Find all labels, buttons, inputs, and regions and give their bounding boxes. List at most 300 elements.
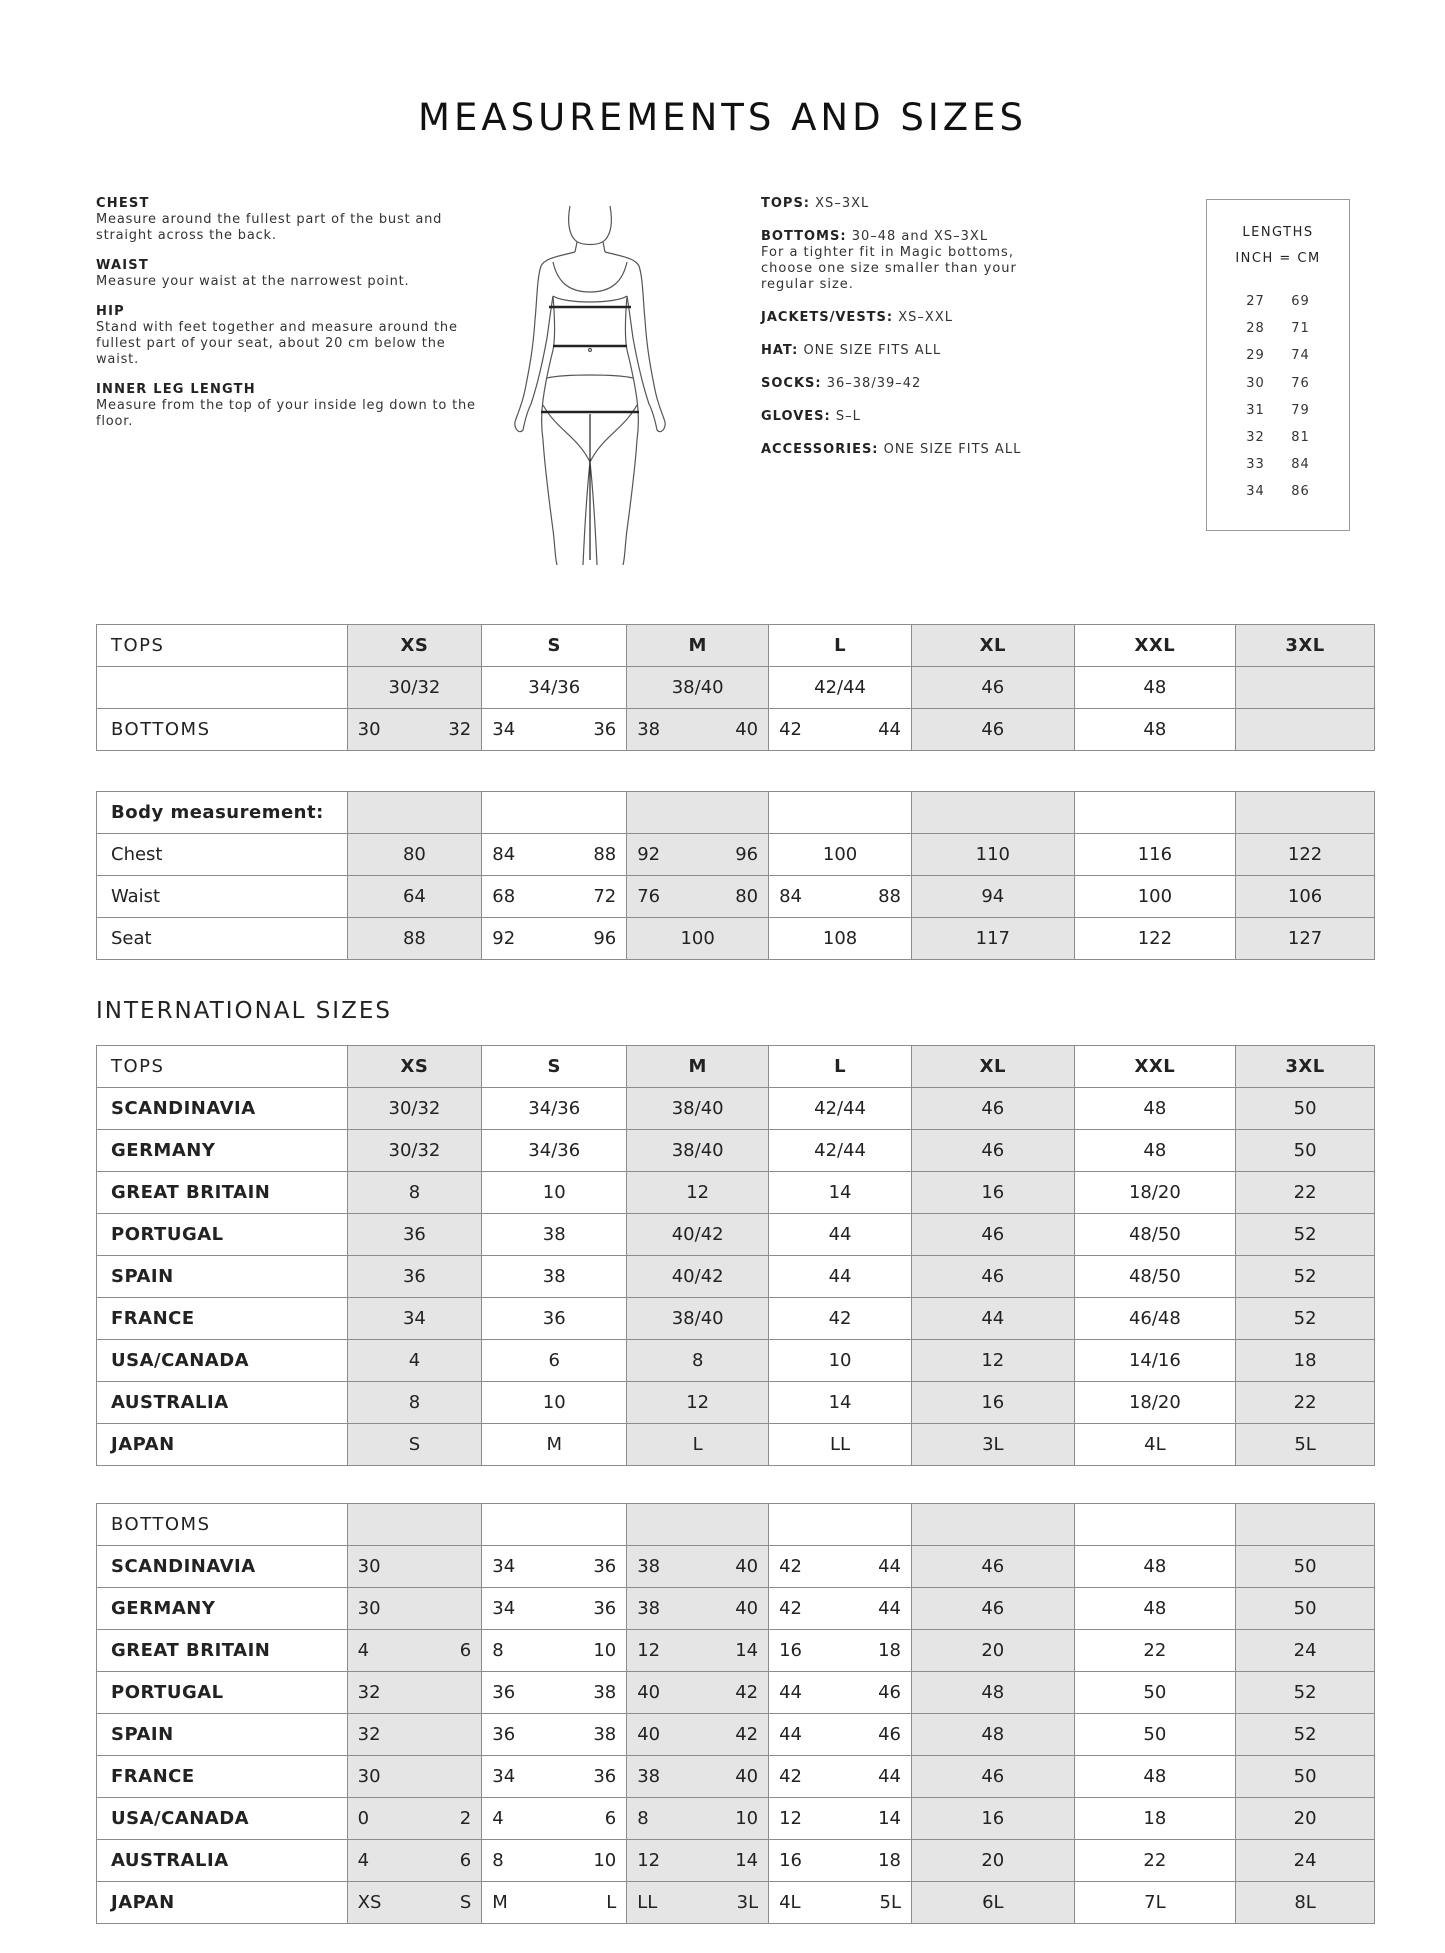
range-high: 88 xyxy=(878,886,902,907)
size-cell xyxy=(347,1672,482,1714)
size-range-label: GLOVES: xyxy=(761,409,831,424)
range-low: 12 xyxy=(637,1850,661,1871)
size-cell xyxy=(347,1714,482,1756)
size-range-value: ONE SIZE FITS ALL xyxy=(803,343,942,358)
size-cell: 44 xyxy=(769,1256,912,1298)
cell-range xyxy=(779,1556,901,1577)
size-cell: 8 xyxy=(347,1172,482,1214)
length-inch: 30 xyxy=(1246,375,1265,391)
range-high: 96 xyxy=(593,928,617,949)
range-low: 42 xyxy=(779,1598,803,1619)
size-cell: 6L xyxy=(912,1882,1075,1924)
range-low: 76 xyxy=(637,886,661,907)
size-cell: 8L xyxy=(1236,1882,1375,1924)
country-label: FRANCE xyxy=(97,1756,348,1798)
size-cell xyxy=(627,1714,769,1756)
cell-range xyxy=(492,1598,616,1619)
range-high: 10 xyxy=(593,1850,617,1871)
range-high: 36 xyxy=(593,719,617,740)
range-high: 2 xyxy=(459,1808,472,1829)
size-cell: 46 xyxy=(912,1546,1075,1588)
range-high: 72 xyxy=(593,886,617,907)
lengths-row xyxy=(1207,342,1349,369)
country-label: SCANDINAVIA xyxy=(97,1088,348,1130)
range-low: 36 xyxy=(492,1682,516,1703)
size-cell: 34 xyxy=(347,1298,482,1340)
range-low: 12 xyxy=(779,1808,803,1829)
range-high: 6 xyxy=(459,1850,472,1871)
size-cell: 14 xyxy=(769,1382,912,1424)
size-cell: 14/16 xyxy=(1074,1340,1236,1382)
cell-range xyxy=(779,1850,901,1871)
range-high: 44 xyxy=(878,1598,902,1619)
size-cell: 38/40 xyxy=(627,1130,769,1172)
length-inch: 34 xyxy=(1246,484,1265,500)
cell-range xyxy=(492,886,616,907)
empty-cell xyxy=(1236,1504,1375,1546)
range-high: 36 xyxy=(593,1598,617,1619)
row-label: Seat xyxy=(97,918,348,960)
cell-range xyxy=(779,886,901,907)
range-high: 10 xyxy=(735,1808,759,1829)
size-cell: 6 xyxy=(482,1340,627,1382)
lengths-row xyxy=(1207,424,1349,451)
range-high: 40 xyxy=(735,719,759,740)
measurement-cell: 80 xyxy=(347,834,482,876)
size-cell: 46 xyxy=(912,1588,1075,1630)
range-low: 84 xyxy=(492,844,516,865)
size-cell: LL xyxy=(769,1424,912,1466)
length-cm: 81 xyxy=(1291,430,1310,446)
empty-cell xyxy=(769,1504,912,1546)
size-cell: 24 xyxy=(1236,1630,1375,1672)
size-cell: 12 xyxy=(912,1340,1075,1382)
size-cell: 34/36 xyxy=(482,1088,627,1130)
range-high: L xyxy=(606,1892,617,1913)
size-cell: 16 xyxy=(912,1172,1075,1214)
size-range-label: HAT: xyxy=(761,343,799,358)
size-cell: 48 xyxy=(1074,1546,1236,1588)
cell-range xyxy=(358,1640,472,1661)
empty-cell xyxy=(347,792,482,834)
size-range-value: 30–48 and XS–3XL xyxy=(851,229,989,244)
length-cm: 76 xyxy=(1291,375,1310,391)
size-cell: 48/50 xyxy=(1074,1256,1236,1298)
size-header: 3XL xyxy=(1236,1046,1375,1088)
size-cell: 10 xyxy=(482,1382,627,1424)
range-low: 92 xyxy=(637,844,661,865)
size-cell: 22 xyxy=(1074,1630,1236,1672)
measure-note xyxy=(96,258,486,290)
length-inch: 32 xyxy=(1246,430,1265,446)
size-cell: 10 xyxy=(769,1340,912,1382)
size-cell xyxy=(482,1588,627,1630)
size-header: L xyxy=(769,625,912,667)
row-label: Body measurement: xyxy=(97,792,348,834)
size-cell xyxy=(347,1630,482,1672)
size-cell: 16 xyxy=(912,1382,1075,1424)
empty-cell xyxy=(627,792,769,834)
size-cell xyxy=(627,1546,769,1588)
size-range-item xyxy=(761,343,1061,359)
size-cell: 46 xyxy=(912,1130,1075,1172)
size-header: M xyxy=(627,1046,769,1088)
size-cell: 48 xyxy=(1074,667,1236,709)
length-cm: 79 xyxy=(1291,402,1310,418)
size-range-item xyxy=(761,376,1061,392)
size-cell: 20 xyxy=(912,1630,1075,1672)
size-range-label: BOTTOMS: xyxy=(761,229,847,244)
range-high: 46 xyxy=(878,1724,902,1745)
size-cell: 30/32 xyxy=(347,667,482,709)
range-high: 6 xyxy=(459,1640,472,1661)
range-low: 42 xyxy=(779,1556,803,1577)
range-low: 84 xyxy=(779,886,803,907)
size-cell xyxy=(347,1588,482,1630)
size-range-item xyxy=(761,229,1061,293)
size-cell xyxy=(347,709,482,751)
size-cell: 38/40 xyxy=(627,667,769,709)
cell-range xyxy=(637,1556,758,1577)
measurement-cell: 122 xyxy=(1236,834,1375,876)
size-cell: 12 xyxy=(627,1172,769,1214)
size-cell: 46 xyxy=(912,709,1075,751)
size-cell: 30/32 xyxy=(347,1088,482,1130)
size-cell: 30/32 xyxy=(347,1130,482,1172)
lengths-row xyxy=(1207,397,1349,424)
range-low: 40 xyxy=(637,1724,661,1745)
size-cell: 18 xyxy=(1074,1798,1236,1840)
range-high: 96 xyxy=(735,844,759,865)
lengths-subtitle: INCH = CM xyxy=(1235,251,1321,266)
size-range-label: SOCKS: xyxy=(761,376,822,391)
size-cell: 10 xyxy=(482,1172,627,1214)
size-cell xyxy=(347,1546,482,1588)
size-cell: 14 xyxy=(769,1172,912,1214)
lengths-row xyxy=(1207,288,1349,315)
size-cell: 48 xyxy=(1074,1588,1236,1630)
size-range-item xyxy=(761,196,1061,212)
size-cell xyxy=(769,1714,912,1756)
country-label: SPAIN xyxy=(97,1714,348,1756)
size-cell xyxy=(627,709,769,751)
range-high: 18 xyxy=(878,1850,902,1871)
measurement-instructions xyxy=(96,196,486,444)
size-cell: 44 xyxy=(912,1298,1075,1340)
empty-cell xyxy=(912,1504,1075,1546)
range-low: 38 xyxy=(637,1556,661,1577)
size-cell xyxy=(347,1840,482,1882)
range-low: 34 xyxy=(492,1766,516,1787)
size-cell: 46/48 xyxy=(1074,1298,1236,1340)
cell-range xyxy=(358,1766,472,1787)
range-high: 40 xyxy=(735,1598,759,1619)
cell-range xyxy=(358,1850,472,1871)
range-low: 4 xyxy=(357,1640,370,1661)
size-range-label: TOPS: xyxy=(761,196,811,211)
size-header: XL xyxy=(912,1046,1075,1088)
measure-note xyxy=(96,196,486,244)
size-header: L xyxy=(769,1046,912,1088)
measurement-cell: 94 xyxy=(912,876,1075,918)
measurement-cell xyxy=(627,876,769,918)
length-inch: 33 xyxy=(1246,457,1265,473)
range-low: 44 xyxy=(779,1682,803,1703)
range-low: 38 xyxy=(637,1598,661,1619)
size-cell: 18/20 xyxy=(1074,1382,1236,1424)
size-cell: S xyxy=(347,1424,482,1466)
size-header: XS xyxy=(347,625,482,667)
row-label: TOPS xyxy=(97,625,348,667)
country-label: PORTUGAL xyxy=(97,1214,348,1256)
size-cell: 48/50 xyxy=(1074,1214,1236,1256)
row-label: TOPS xyxy=(97,1046,348,1088)
size-cell: 50 xyxy=(1236,1088,1375,1130)
range-low: 0 xyxy=(357,1808,370,1829)
lengths-rows xyxy=(1207,288,1349,506)
range-low: 4L xyxy=(779,1892,801,1913)
size-cell: 7L xyxy=(1074,1882,1236,1924)
size-header: S xyxy=(482,1046,627,1088)
size-cell: 52 xyxy=(1236,1256,1375,1298)
country-label: JAPAN xyxy=(97,1882,348,1924)
size-cell: 36 xyxy=(482,1298,627,1340)
cell-range xyxy=(637,1808,758,1829)
range-high: 32 xyxy=(448,719,472,740)
size-cell: 8 xyxy=(627,1340,769,1382)
measure-note xyxy=(96,304,486,368)
cell-range xyxy=(492,1850,616,1871)
cell-range xyxy=(779,1808,901,1829)
range-low: 30 xyxy=(357,719,381,740)
size-cell: 38/40 xyxy=(627,1298,769,1340)
range-high: 3L xyxy=(736,1892,759,1913)
measurement-cell: 108 xyxy=(769,918,912,960)
cell-range xyxy=(637,1892,758,1913)
lengths-row xyxy=(1207,451,1349,478)
international-bottoms-table xyxy=(96,1503,1375,1924)
measurement-cell xyxy=(627,834,769,876)
country-label: AUSTRALIA xyxy=(97,1840,348,1882)
empty-cell xyxy=(912,792,1075,834)
size-cell: 20 xyxy=(912,1840,1075,1882)
measure-note-text: Measure around the fullest part of the bust and straight across the back. xyxy=(96,212,443,243)
cell-range xyxy=(358,1682,472,1703)
size-cell xyxy=(769,1882,912,1924)
range-high: 80 xyxy=(735,886,759,907)
range-high: 40 xyxy=(735,1556,759,1577)
range-low: 38 xyxy=(637,1766,661,1787)
length-inch: 27 xyxy=(1246,294,1265,309)
country-label: GREAT BRITAIN xyxy=(97,1172,348,1214)
range-low: XS xyxy=(357,1892,382,1913)
measure-note xyxy=(96,382,486,430)
size-cell xyxy=(482,709,627,751)
size-cell: 42/44 xyxy=(769,667,912,709)
size-cell xyxy=(347,1882,482,1924)
range-low: 32 xyxy=(357,1682,381,1703)
size-cell xyxy=(482,1630,627,1672)
size-cell xyxy=(769,1798,912,1840)
range-low: 8 xyxy=(492,1850,504,1871)
size-cell xyxy=(1236,667,1375,709)
row-label: BOTTOMS xyxy=(97,709,348,751)
size-cell: 5L xyxy=(1236,1424,1375,1466)
size-cell: 4L xyxy=(1074,1424,1236,1466)
measurement-cell: 100 xyxy=(769,834,912,876)
size-cell: 38/40 xyxy=(627,1088,769,1130)
size-cell: 50 xyxy=(1236,1130,1375,1172)
size-cell: 24 xyxy=(1236,1840,1375,1882)
size-cell xyxy=(627,1672,769,1714)
measurement-cell: 117 xyxy=(912,918,1075,960)
size-cell: 22 xyxy=(1236,1382,1375,1424)
cell-range xyxy=(492,1808,616,1829)
cell-range xyxy=(637,1598,758,1619)
range-high: 38 xyxy=(593,1682,617,1703)
measurement-cell xyxy=(482,834,627,876)
range-low: 30 xyxy=(357,1766,381,1787)
lengths-row xyxy=(1207,370,1349,397)
size-cell: 50 xyxy=(1074,1672,1236,1714)
size-header: S xyxy=(482,625,627,667)
size-cell: 42/44 xyxy=(769,1130,912,1172)
size-header: M xyxy=(627,625,769,667)
size-cell: 52 xyxy=(1236,1672,1375,1714)
size-cell: 50 xyxy=(1074,1714,1236,1756)
range-high: 5L xyxy=(879,1892,902,1913)
cell-range xyxy=(492,1724,616,1745)
range-low: 4 xyxy=(492,1808,504,1829)
size-cell: 34/36 xyxy=(482,1130,627,1172)
size-cell: 46 xyxy=(912,1256,1075,1298)
empty-cell xyxy=(627,1504,769,1546)
size-header: XXL xyxy=(1074,1046,1236,1088)
size-cell xyxy=(482,1798,627,1840)
size-cell: 48 xyxy=(1074,1756,1236,1798)
size-cell: 4 xyxy=(347,1340,482,1382)
size-cell xyxy=(769,1546,912,1588)
country-label: USA/CANADA xyxy=(97,1340,348,1382)
cell-range xyxy=(492,928,616,949)
cell-range xyxy=(779,1724,901,1745)
size-cell: 50 xyxy=(1236,1588,1375,1630)
size-cell xyxy=(769,1672,912,1714)
size-cell xyxy=(482,1840,627,1882)
measure-note-text: Measure from the top of your inside leg down to the floor. xyxy=(96,398,476,429)
measurement-cell: 110 xyxy=(912,834,1075,876)
size-cell xyxy=(769,1756,912,1798)
body-figure-icon xyxy=(495,200,685,565)
size-header: XXL xyxy=(1074,625,1236,667)
length-cm: 84 xyxy=(1291,457,1310,473)
range-low: 34 xyxy=(492,1556,516,1577)
measure-note-title: CHEST xyxy=(96,196,150,211)
country-label: GERMANY xyxy=(97,1130,348,1172)
lengths-conversion-box xyxy=(1206,199,1350,531)
range-low: 92 xyxy=(492,928,516,949)
international-tops-table xyxy=(96,1045,1375,1466)
cell-range xyxy=(779,1598,901,1619)
range-high: 18 xyxy=(878,1640,902,1661)
range-high: 42 xyxy=(735,1724,759,1745)
range-high: 36 xyxy=(593,1556,617,1577)
range-high: 40 xyxy=(735,1766,759,1787)
size-cell: 48 xyxy=(1074,1088,1236,1130)
range-high: 38 xyxy=(593,1724,617,1745)
range-low: 40 xyxy=(637,1682,661,1703)
cell-range xyxy=(637,1724,758,1745)
size-cell: 50 xyxy=(1236,1756,1375,1798)
size-range-item xyxy=(761,310,1061,326)
range-low: LL xyxy=(637,1892,658,1913)
body-measurement-table xyxy=(96,791,1375,960)
size-cell: 34/36 xyxy=(482,667,627,709)
size-cell: 36 xyxy=(347,1214,482,1256)
cell-range xyxy=(637,844,758,865)
cell-range xyxy=(492,1556,616,1577)
cell-range xyxy=(637,886,758,907)
size-cell xyxy=(627,1798,769,1840)
size-cell: 48 xyxy=(912,1672,1075,1714)
size-cell xyxy=(482,1756,627,1798)
measurement-cell: 100 xyxy=(1074,876,1236,918)
size-cell xyxy=(627,1882,769,1924)
cell-range xyxy=(637,719,758,740)
measure-note-title: WAIST xyxy=(96,258,149,273)
size-cell: 42 xyxy=(769,1298,912,1340)
size-header: XS xyxy=(347,1046,482,1088)
cell-range xyxy=(492,1766,616,1787)
size-cell: 48 xyxy=(912,1714,1075,1756)
cell-range xyxy=(779,1640,901,1661)
measure-note-text: Measure your waist at the narrowest point. xyxy=(96,274,410,289)
range-high: 42 xyxy=(735,1682,759,1703)
empty-cell xyxy=(482,792,627,834)
cell-range xyxy=(358,1598,472,1619)
size-cell: 38 xyxy=(482,1256,627,1298)
range-low: 30 xyxy=(357,1598,381,1619)
size-cell xyxy=(769,709,912,751)
measurement-cell xyxy=(482,918,627,960)
cell-range xyxy=(779,1892,901,1913)
size-cell xyxy=(627,1630,769,1672)
country-label: JAPAN xyxy=(97,1424,348,1466)
row-label: Chest xyxy=(97,834,348,876)
size-cell: 22 xyxy=(1074,1840,1236,1882)
row-label xyxy=(97,667,348,709)
size-cell: 40/42 xyxy=(627,1256,769,1298)
measurement-cell xyxy=(482,876,627,918)
cell-range xyxy=(637,1850,758,1871)
range-high: 44 xyxy=(878,1556,902,1577)
range-high: 14 xyxy=(878,1808,902,1829)
cell-range xyxy=(779,1766,901,1787)
size-cell xyxy=(482,1672,627,1714)
size-cell xyxy=(347,1798,482,1840)
range-low: 36 xyxy=(492,1724,516,1745)
measurement-cell: 106 xyxy=(1236,876,1375,918)
country-label: USA/CANADA xyxy=(97,1798,348,1840)
measurement-cell: 127 xyxy=(1236,918,1375,960)
range-low: 42 xyxy=(779,1766,803,1787)
lengths-row xyxy=(1207,315,1349,342)
measurement-cell: 116 xyxy=(1074,834,1236,876)
size-cell: 48 xyxy=(1074,709,1236,751)
length-inch: 31 xyxy=(1246,402,1265,418)
cell-range xyxy=(358,719,472,740)
range-low: 16 xyxy=(779,1640,803,1661)
